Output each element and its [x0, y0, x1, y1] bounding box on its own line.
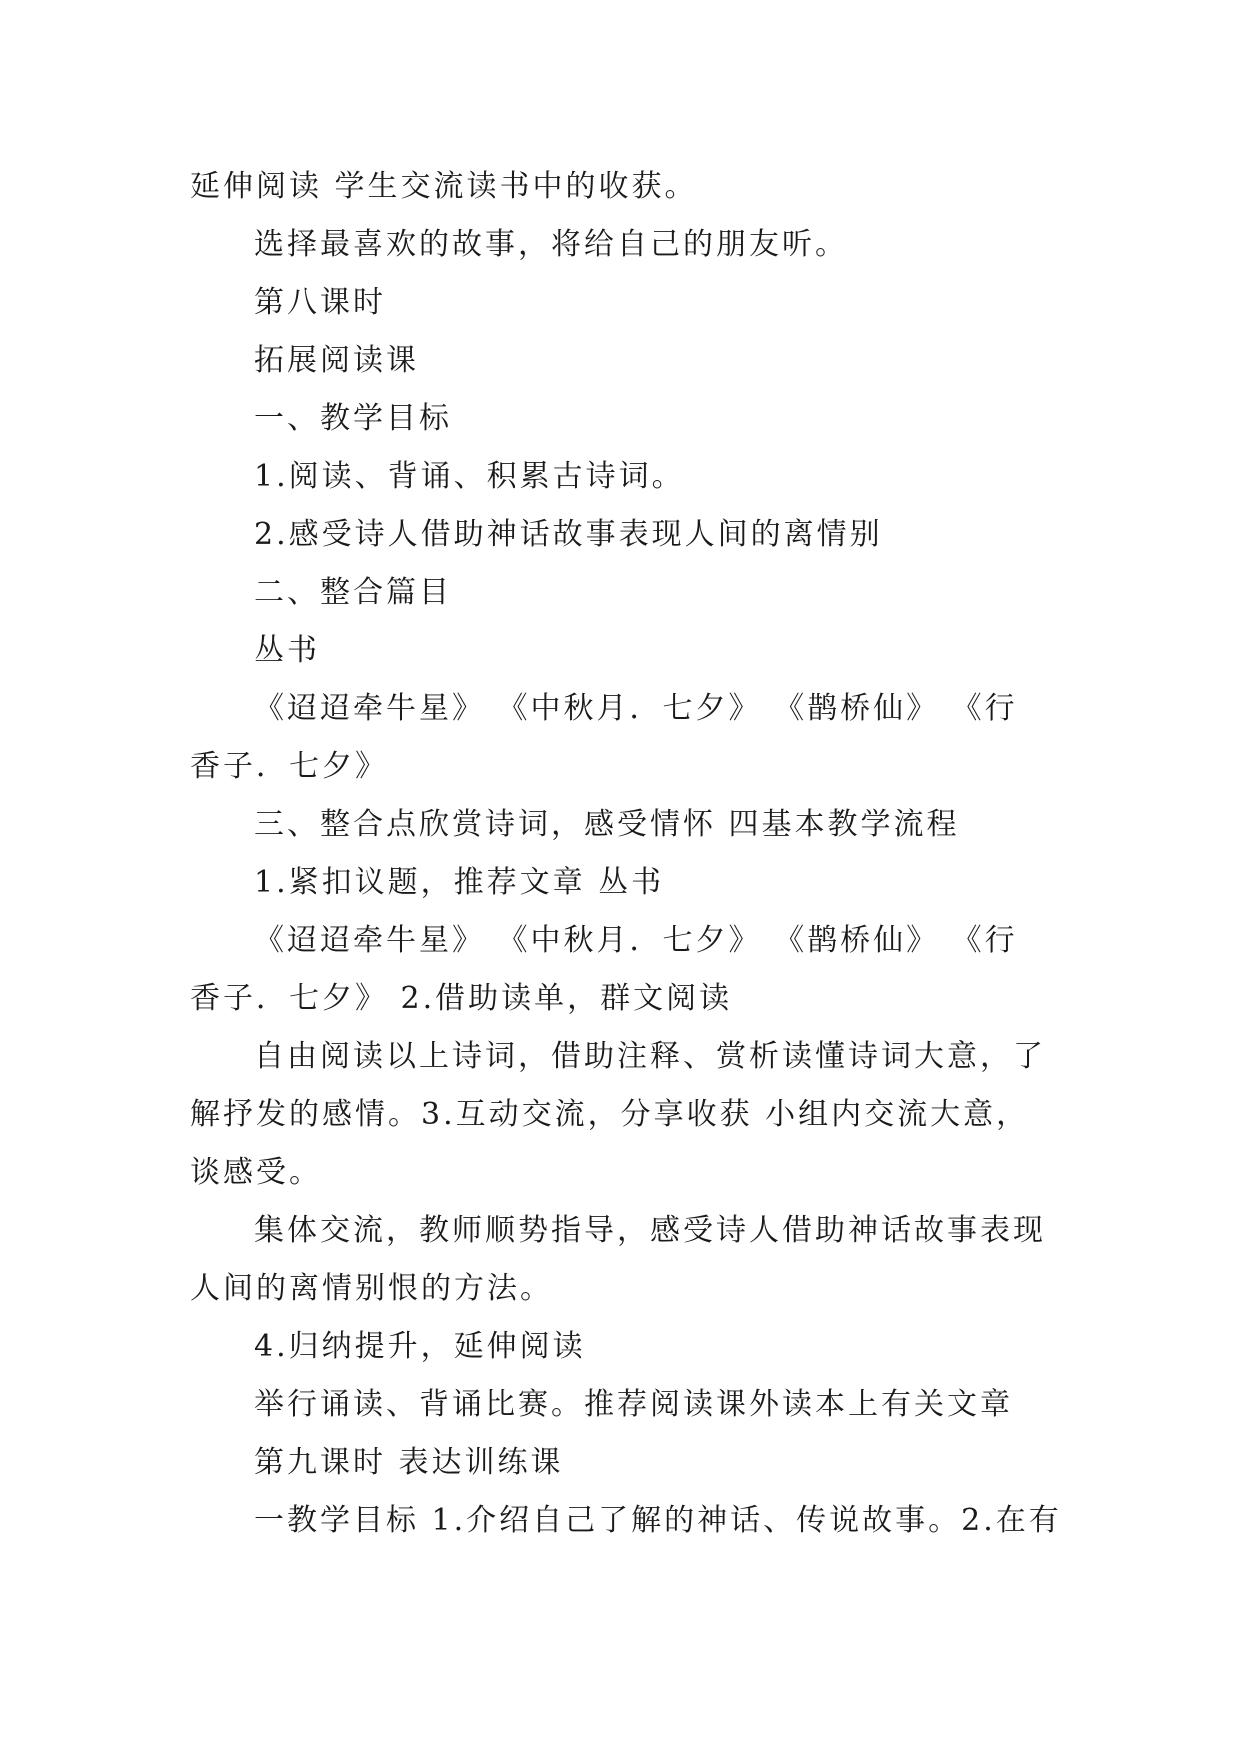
- text-line: 选择最喜欢的故事，将给自己的朋友听。: [254, 227, 848, 262]
- text-line: 1.紧扣议题，推荐文章 丛书: [254, 865, 665, 900]
- text-line: 第八课时: [254, 285, 386, 320]
- text-line: 丛书: [254, 633, 320, 668]
- text-line: 一教学目标 1.介绍自己了解的神话、传说故事。2.在有: [254, 1503, 1062, 1538]
- text-line: 谈感受。: [190, 1155, 322, 1190]
- text-line: 《迢迢牵牛星》 《中秋月．七夕》 《鹊桥仙》 《行: [254, 691, 1018, 726]
- document-body: [190, 158, 1062, 1550]
- text-line: 《迢迢牵牛星》 《中秋月．七夕》 《鹊桥仙》 《行: [254, 923, 1018, 958]
- text-line: 拓展阅读课: [254, 343, 419, 378]
- text-line: 第九课时 表达训练课: [254, 1445, 564, 1480]
- text-line: 二、整合篇目: [254, 575, 452, 610]
- text-line: 举行诵读、背诵比赛。推荐阅读课外读本上有关文章: [254, 1387, 1013, 1422]
- text-line: 解抒发的感情。3.互动交流，分享收获 小组内交流大意，: [190, 1097, 1030, 1132]
- text-line: 集体交流，教师顺势指导，感受诗人借助神话故事表现: [254, 1213, 1046, 1248]
- text-line: 人间的离情别恨的方法。: [190, 1271, 553, 1306]
- text-line: 1.阅读、背诵、积累古诗词。: [254, 459, 685, 494]
- text-line: 延伸阅读 学生交流读书中的收获。: [190, 169, 698, 204]
- text-line: 三、整合点欣赏诗词，感受情怀 四基本教学流程: [254, 807, 960, 842]
- text-line: 一、教学目标: [254, 401, 452, 436]
- text-line: 4.归纳提升，延伸阅读: [254, 1329, 586, 1364]
- text-line: 香子．七夕》 2.借助读单，群文阅读: [190, 981, 733, 1016]
- text-line: 自由阅读以上诗词，借助注释、赏析读懂诗词大意，了: [254, 1039, 1046, 1074]
- text-line: 2.感受诗人借助神话故事表现人间的离情别: [254, 517, 883, 552]
- text-line: 香子．七夕》: [190, 749, 388, 784]
